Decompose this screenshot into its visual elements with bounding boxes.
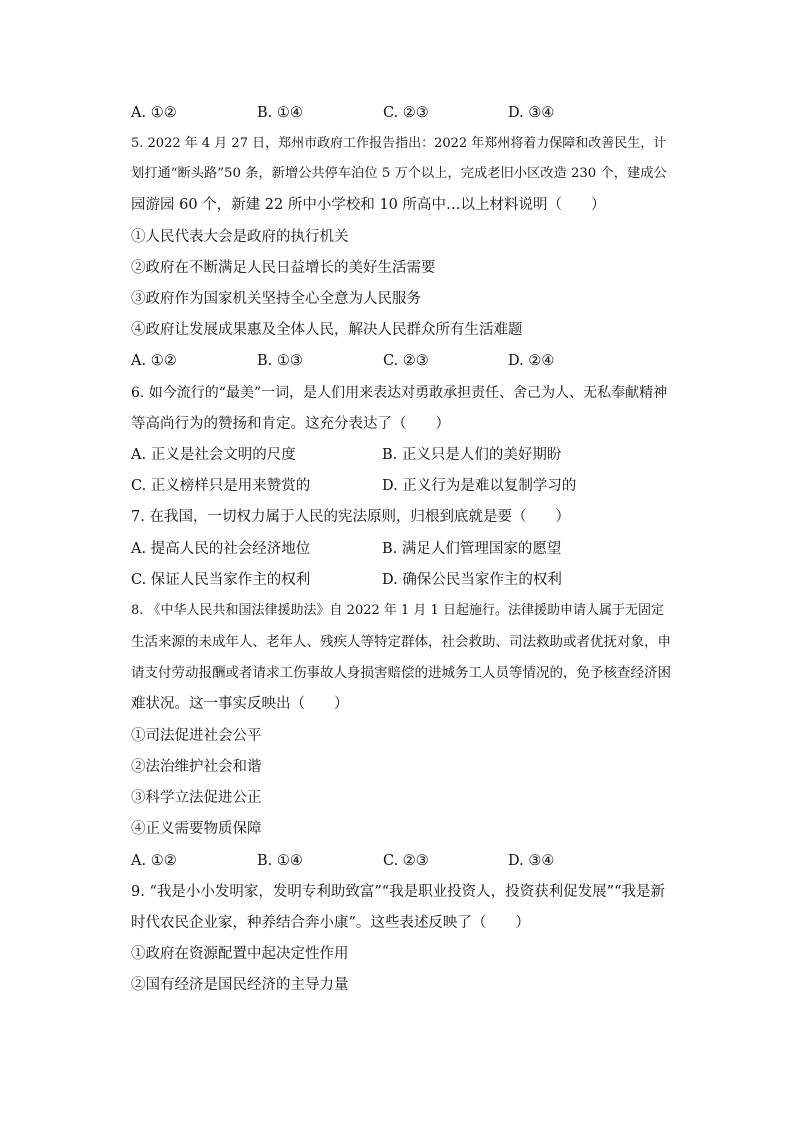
- q6-options-row-2: [131, 476, 671, 496]
- q8-item-2: ②法治维护社会和谐: [131, 759, 262, 775]
- q5-option-c[interactable]: C. ②③: [383, 353, 429, 369]
- q5-option-a[interactable]: A. ①②: [131, 353, 177, 369]
- q5-stem-line-2: 划打通“断头路”50 条，新增公共停车泊位 5 万个以上，完成老旧小区改造 230 个，建成公: [131, 166, 667, 181]
- q8-option-b[interactable]: B. ①④: [257, 853, 303, 869]
- option-a[interactable]: A. ①②: [131, 105, 177, 121]
- q7-option-a[interactable]: A. 提高人民的社会经济地位: [131, 541, 311, 557]
- q9-item-1: ①政府在资源配置中起决定性作用: [131, 946, 349, 962]
- q8-stem-line-3: 请支付劳动报酬或者请求工伤事故人身损害赔偿的进城务工人员等情况的，免予核查经济困: [131, 665, 671, 681]
- q8-stem-line-2: 生活来源的未成年人、老年人、残疾人等特定群体，社会救助、司法救助或者优抚对象，申: [131, 634, 671, 650]
- q5-item-4: ④政府让发展成果惠及全体人民，解决人民群众所有生活难题: [131, 322, 523, 338]
- q9-stem-line-1: 9. “我是小小发明家，发明专利助致富”“我是职业投资人，投资获利促发展”“我是新: [131, 884, 666, 900]
- q5-option-d[interactable]: D. ②④: [508, 353, 555, 369]
- q5-stem-line-3: 园游园 60 个，新建 22 所中小学校和 10 所高中…以上材料说明（ ）: [131, 197, 606, 213]
- q6-option-c[interactable]: C. 正义榜样只是用来赞赏的: [131, 478, 311, 494]
- q5-stem-line-1: 5. 2022 年 4 月 27 日，郑州市政府工作报告指出：2022 年郑州将着力保障和改善民生，计: [131, 136, 667, 151]
- option-c[interactable]: C. ②③: [383, 105, 429, 121]
- q5-item-3: ③政府作为国家机关坚持全心全意为人民服务: [131, 291, 421, 307]
- q8-option-a[interactable]: A. ①②: [131, 853, 177, 869]
- q6-option-d[interactable]: D. 正义行为是难以复制学习的: [382, 478, 577, 494]
- q7-option-d[interactable]: D. 确保公民当家作主的权利: [382, 572, 562, 588]
- q9-item-2: ②国有经济是国民经济的主导力量: [131, 977, 349, 993]
- q8-item-4: ④正义需要物质保障: [131, 821, 262, 837]
- q5-option-b[interactable]: B. ①③: [257, 353, 303, 369]
- q6-options-row-1: [131, 445, 671, 465]
- q6-stem-line-2: 等高尚行为的赞扬和肯定。这充分表达了（ ）: [131, 416, 450, 432]
- q7-options-row-2: [131, 570, 671, 590]
- q8-item-1: ①司法促进社会公平: [131, 728, 262, 744]
- q6-option-a[interactable]: A. 正义是社会文明的尺度: [131, 447, 296, 463]
- q8-option-c[interactable]: C. ②③: [383, 853, 429, 869]
- q8-item-3: ③科学立法促进公正: [131, 790, 262, 806]
- q7-option-b[interactable]: B. 满足人们管理国家的愿望: [382, 541, 562, 557]
- q8-options-row: [131, 851, 671, 871]
- q8-option-d[interactable]: D. ③④: [508, 853, 555, 869]
- q9-stem-line-2: 时代农民企业家，种养结合奔小康”。这些表述反映了（ ）: [131, 915, 530, 931]
- top-options-row: [131, 103, 671, 123]
- q5-options-row: [131, 351, 671, 371]
- q6-stem-line-1: 6. 如今流行的“最美”一词，是人们用来表达对勇敢承担责任、舍己为人、无私奉献精神: [131, 385, 668, 401]
- option-b[interactable]: B. ①④: [257, 105, 303, 121]
- q6-option-b[interactable]: B. 正义只是人们的美好期盼: [382, 447, 562, 463]
- q8-stem-line-1: 8. 《中华人民共和国法律援助法》自 2022 年 1 月 1 日起施行。法律援助申请人属于无固定: [131, 603, 664, 618]
- option-d[interactable]: D. ③④: [508, 105, 555, 121]
- q5-item-1: ①人民代表大会是政府的执行机关: [131, 229, 349, 245]
- q7-option-c[interactable]: C. 保证人民当家作主的权利: [131, 572, 311, 588]
- q5-item-2: ②政府在不断满足人民日益增长的美好生活需要: [131, 260, 436, 276]
- q8-stem-line-4: 难状况。这一事实反映出（ ）: [131, 696, 349, 712]
- q7-stem-line-1: 7. 在我国，一切权力属于人民的宪法原则，归根到底就是要（ ）: [131, 509, 570, 525]
- q7-options-row-1: [131, 539, 671, 559]
